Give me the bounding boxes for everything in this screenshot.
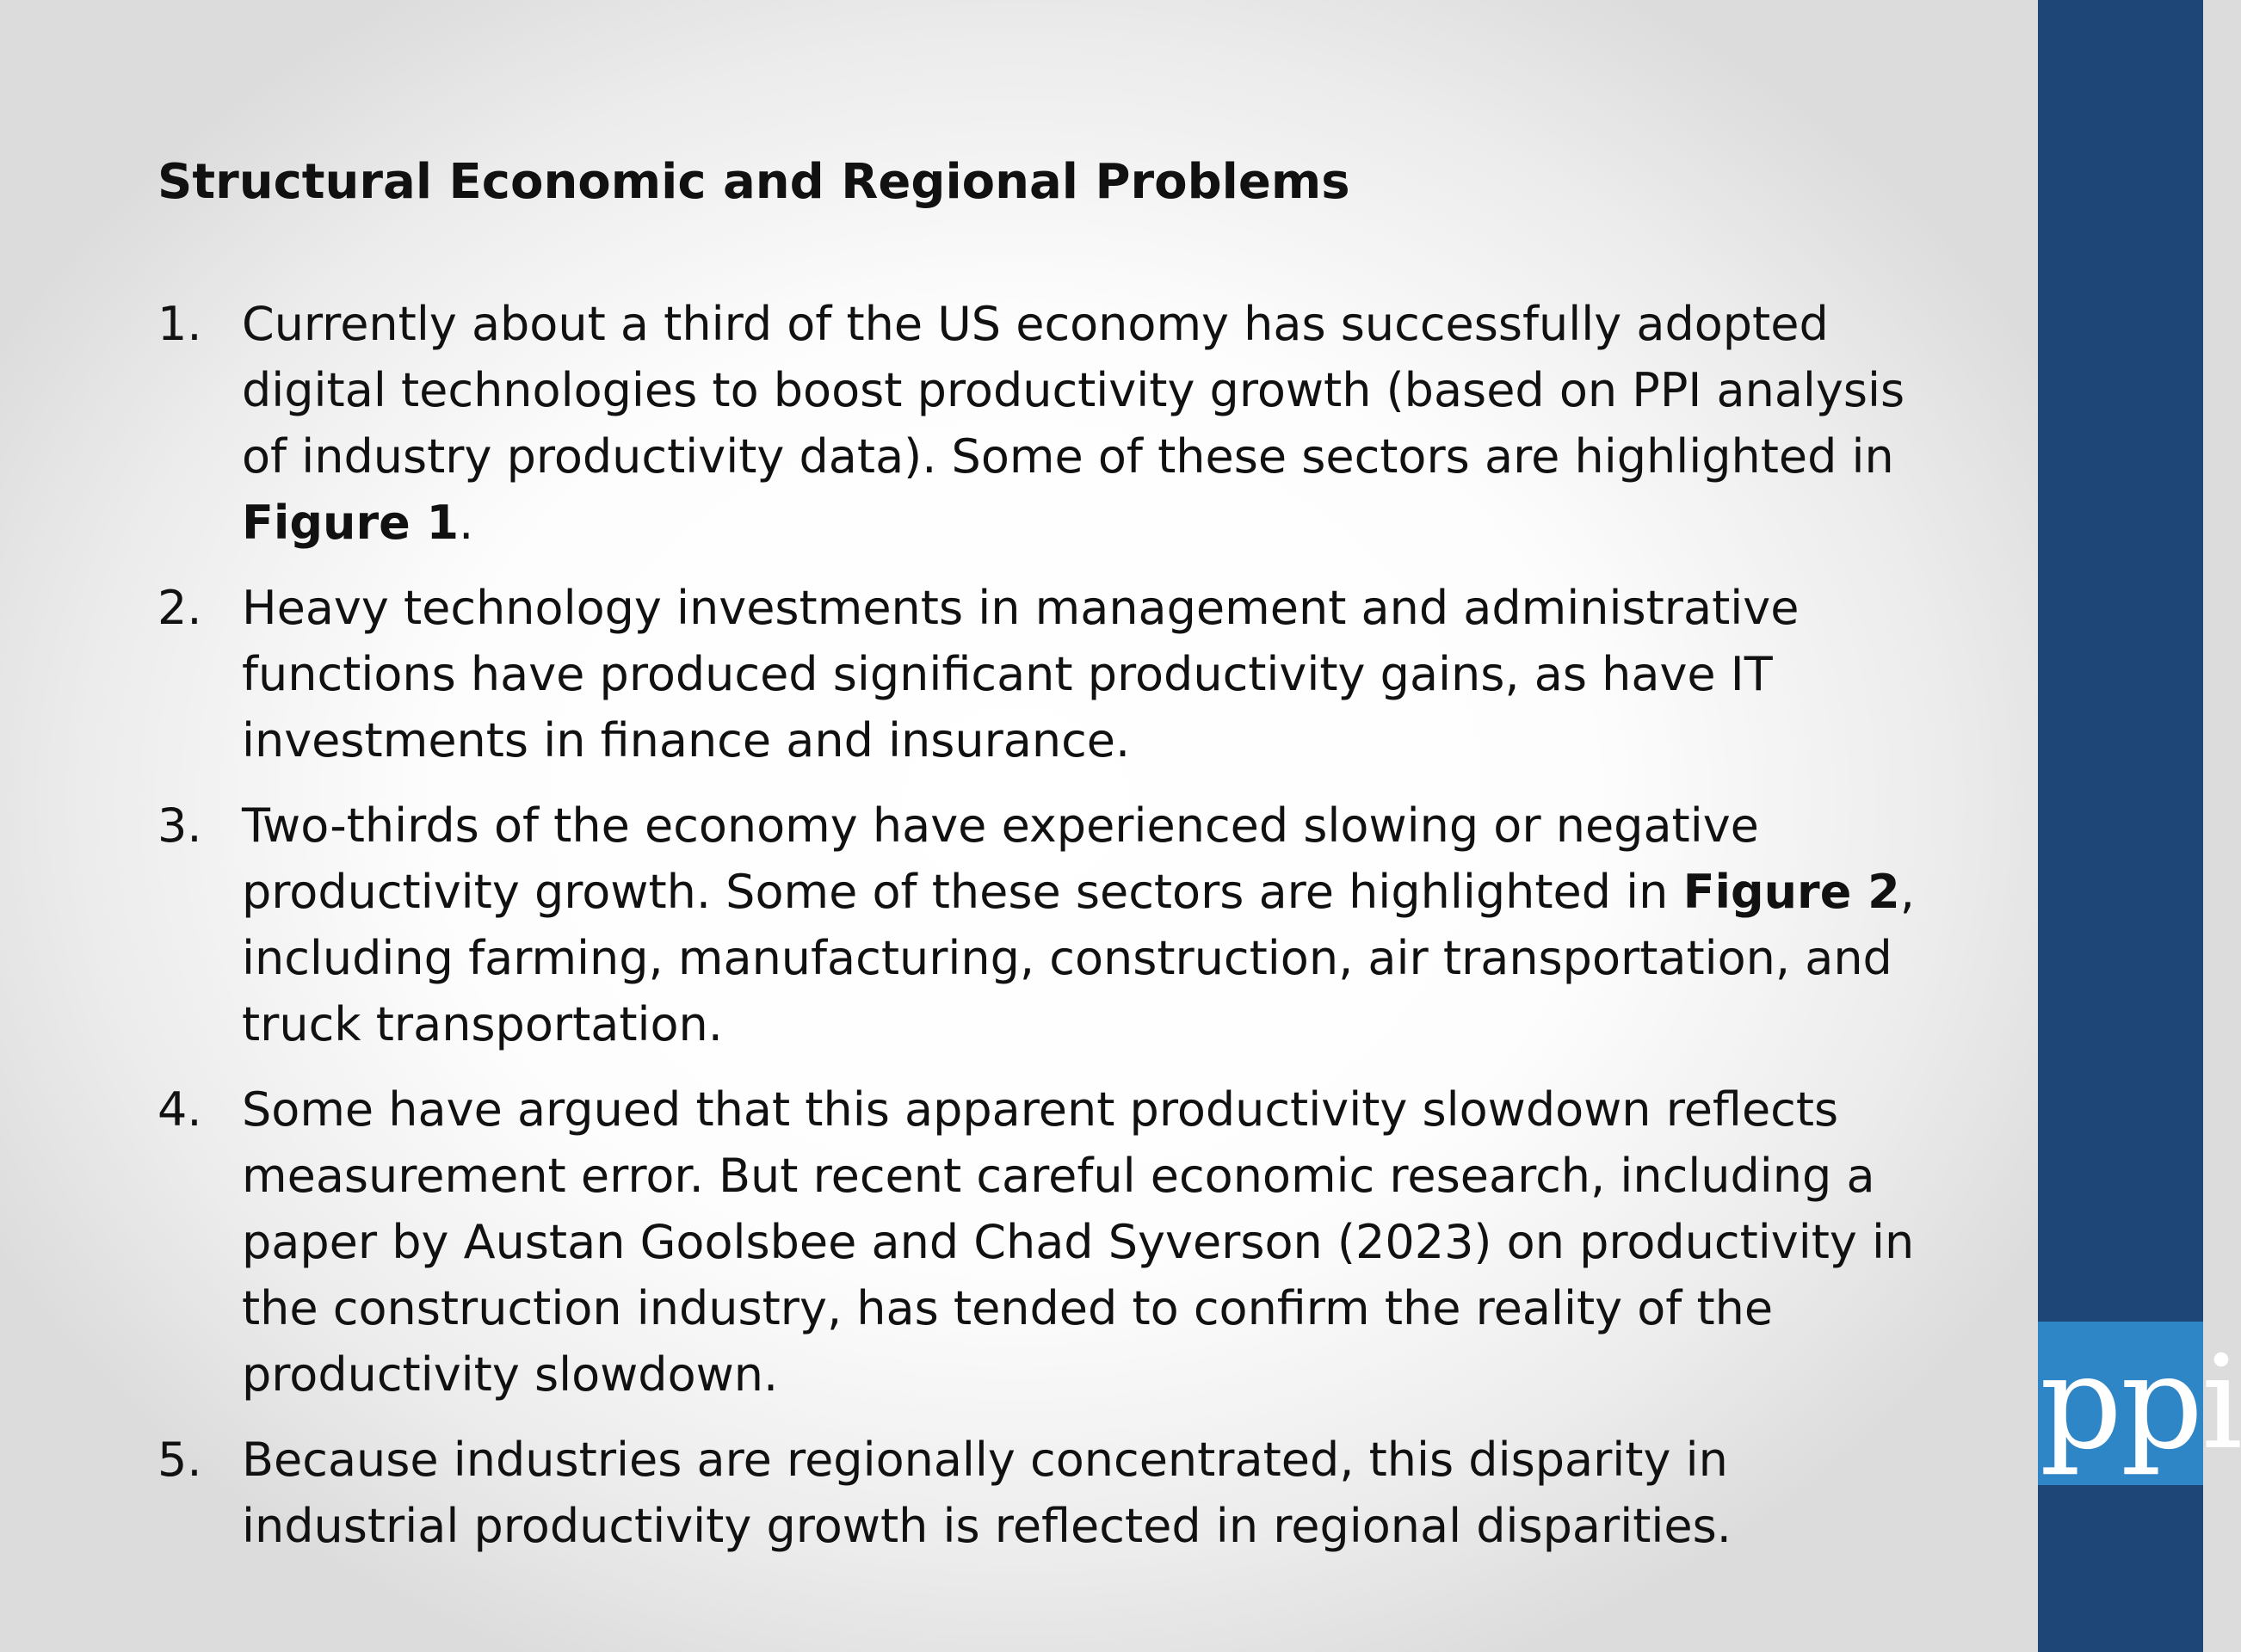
list-item-number: 1. xyxy=(157,297,202,351)
text-segment: truck transportation. xyxy=(242,997,723,1051)
text-segment: functions have produced significant productivity gains, as have IT xyxy=(242,647,1773,701)
text-segment: Two-thirds of the economy have experienced slowing or negative xyxy=(242,798,1759,853)
list-item-text xyxy=(242,1076,1946,1408)
text-segment: productivity slowdown. xyxy=(242,1347,779,1402)
text-segment: the construction industry, has tended to confirm the reality of the xyxy=(242,1281,1774,1335)
list-item-text xyxy=(242,291,1946,556)
text-segment: measurement error. But recent careful economic research, including a xyxy=(242,1149,1875,1203)
text-segment: productivity growth. Some of these sectors are highlighted in xyxy=(242,865,1683,919)
list-item xyxy=(157,1076,1915,1408)
figure-reference: Figure 1 xyxy=(242,496,460,550)
text-segment: investments in finance and insurance. xyxy=(242,713,1131,767)
list-item-text xyxy=(242,1427,1946,1559)
text-segment: industrial productivity growth is reflected in regional disparities. xyxy=(242,1499,1732,1553)
text-segment: Some have argued that this apparent productivity slowdown reflects xyxy=(242,1082,1839,1137)
numbered-list xyxy=(157,291,1915,1578)
list-item-text xyxy=(242,575,1946,774)
text-segment: . xyxy=(459,496,474,550)
list-item xyxy=(157,792,1915,1057)
text-segment: digital technologies to boost productivity growth (based on PPI analysis xyxy=(242,363,1905,417)
list-item-number: 3. xyxy=(157,798,202,853)
text-segment: Heavy technology investments in management and administrative xyxy=(242,581,1800,635)
list-item xyxy=(157,291,1905,556)
text-segment: Currently about a third of the US economy has successfully adopted xyxy=(242,297,1829,351)
list-item-number: 2. xyxy=(157,581,202,635)
text-segment: paper by Austan Goolsbee and Chad Syverson (2023) on productivity in xyxy=(242,1215,1915,1269)
list-item-number: 4. xyxy=(157,1082,202,1137)
ppi-logo xyxy=(2038,1322,2241,1485)
text-segment: Because industries are regionally concentrated, this disparity in xyxy=(242,1433,1728,1487)
list-item xyxy=(157,575,1879,774)
text-segment: of industry productivity data). Some of these sectors are highlighted in xyxy=(242,429,1894,484)
slide-title: Structural Economic and Regional Problems xyxy=(157,154,1350,210)
text-segment: including farming, manufacturing, construction, air transportation, and xyxy=(242,931,1892,985)
list-item xyxy=(157,1427,1879,1559)
ppi-logo-text: ppi xyxy=(2040,1328,2241,1478)
list-item-text xyxy=(242,792,1946,1057)
figure-reference: Figure 2 xyxy=(1682,865,1900,919)
text-segment: , xyxy=(1899,865,1915,919)
list-item-number: 5. xyxy=(157,1433,202,1487)
